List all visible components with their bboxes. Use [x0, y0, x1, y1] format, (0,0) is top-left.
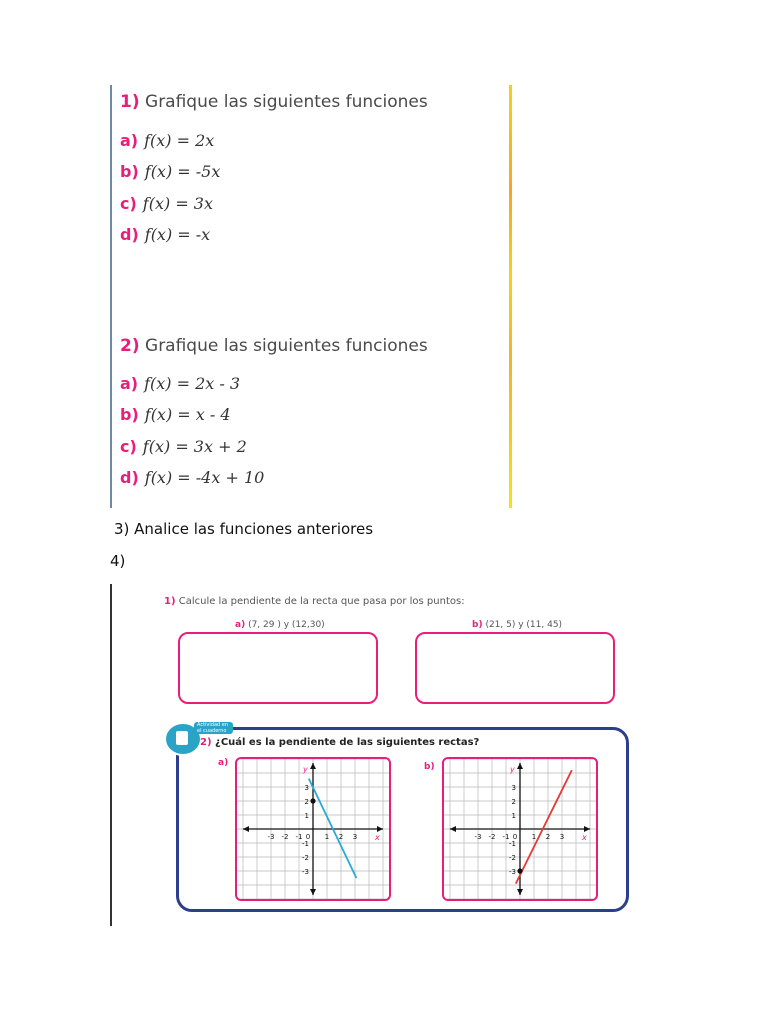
x-axis-arrow: [584, 826, 590, 832]
x-tick-label: 0: [305, 833, 311, 841]
graph-a-label: a): [218, 758, 229, 768]
graph-b-label: b): [424, 762, 435, 772]
part1-number: 1): [120, 92, 140, 112]
activity-badge: Actividad en el cuaderno: [194, 722, 233, 734]
y-axis-arrow-down: [310, 889, 316, 895]
function-line: [309, 779, 357, 878]
x-axis-label: x: [375, 833, 380, 842]
y-tick-label: -2: [509, 854, 516, 862]
x-axis-arrow: [377, 826, 383, 832]
answer-box-b[interactable]: [415, 632, 615, 704]
y-tick-label: 2: [304, 798, 309, 806]
y-tick-label: 1: [304, 812, 309, 820]
graph-a: [235, 757, 391, 901]
x-axis-arrow-left: [450, 826, 456, 832]
highlight-bar: [509, 85, 512, 508]
left-margin-line: [110, 85, 112, 508]
slope-points-title: 1) Calcule la pendiente de la recta que pasa por los puntos:: [164, 596, 465, 607]
part2-item-a: a) f(x) = 2x - 3: [120, 374, 241, 393]
x-tick-label: -3: [267, 833, 275, 841]
y-axis-label: y: [303, 765, 308, 774]
y-tick-label: 3: [511, 784, 516, 792]
x-tick-label: -2: [281, 833, 289, 841]
part2-heading-text: Grafique las siguientes funciones: [145, 336, 428, 356]
x-tick-label: 1: [324, 833, 330, 841]
answer-box-a[interactable]: [178, 632, 378, 704]
x-tick-label: 2: [338, 833, 344, 841]
part1-item-a: a) f(x) = 2x: [120, 131, 215, 150]
y-tick-label: 2: [511, 798, 516, 806]
part2-item-b: b) f(x) = x - 4: [120, 405, 231, 424]
x-tick-label: 2: [545, 833, 551, 841]
x-tick-label: -1: [295, 833, 303, 841]
y-tick-label: 3: [304, 784, 309, 792]
part1-heading-text: Grafique las siguientes funciones: [145, 92, 428, 112]
y-tick-label: -3: [302, 868, 309, 876]
y-axis-arrow: [310, 763, 316, 769]
part2-item-d: d) f(x) = -4x + 10: [120, 468, 265, 487]
y-tick-label: 1: [511, 812, 516, 820]
slope-points-a-label: a) (7, 29 ) y (12,30): [235, 620, 325, 630]
y-tick-label: -1: [302, 840, 309, 848]
part2-heading: [120, 336, 428, 356]
x-tick-label: -1: [502, 833, 510, 841]
y-axis-arrow: [517, 763, 523, 769]
intercept-point: [517, 868, 522, 873]
x-tick-label: 3: [352, 833, 358, 841]
part4-text: 4): [110, 552, 126, 570]
graph-a-svg: [237, 759, 389, 899]
y-tick-label: -1: [509, 840, 516, 848]
x-tick-label: 1: [531, 833, 537, 841]
y-axis-arrow-down: [517, 889, 523, 895]
part1-item-c: c) f(x) = 3x: [120, 194, 214, 213]
x-tick-label: 0: [512, 833, 518, 841]
graph-b: [442, 757, 598, 901]
part1-heading: [120, 92, 428, 112]
part1-item-b: b) f(x) = -5x: [120, 162, 221, 181]
y-axis-label: y: [510, 765, 515, 774]
part4-margin-line: [110, 584, 112, 926]
part1-item-d: d) f(x) = -x: [120, 225, 211, 244]
x-axis-label: x: [582, 833, 587, 842]
slope-points-b-label: b) (21, 5) y (11, 45): [472, 620, 563, 630]
y-tick-label: -3: [509, 868, 516, 876]
part2-number: 2): [120, 336, 140, 356]
x-tick-label: -3: [474, 833, 482, 841]
part3-text: 3) Analice las funciones anteriores: [114, 520, 374, 538]
x-tick-label: -2: [488, 833, 496, 841]
x-tick-label: 3: [559, 833, 565, 841]
slope-graphs-title: 2) ¿Cuál es la pendiente de las siguientes rectas?: [200, 737, 480, 748]
graph-b-svg: [444, 759, 596, 899]
intercept-point: [310, 798, 315, 803]
x-axis-arrow-left: [243, 826, 249, 832]
y-tick-label: -2: [302, 854, 309, 862]
part2-item-c: c) f(x) = 3x + 2: [120, 437, 247, 456]
